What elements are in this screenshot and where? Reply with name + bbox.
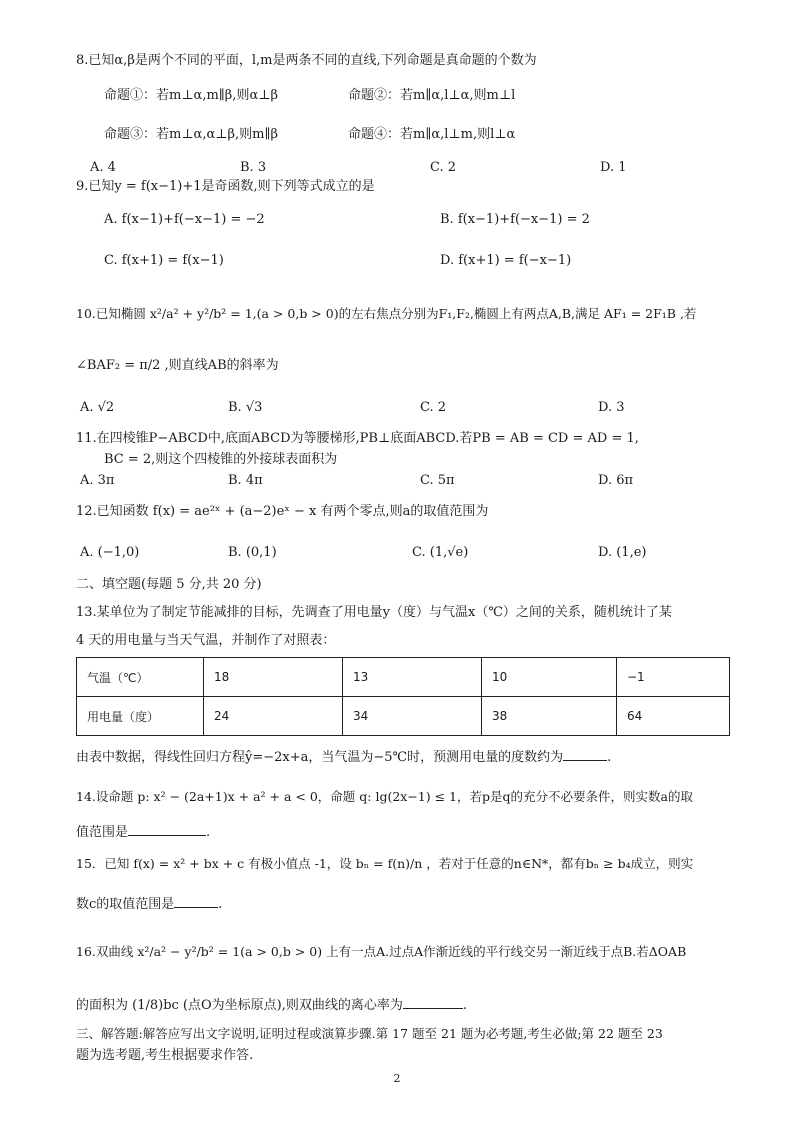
- q9-option-a: A. f(x−1)+f(−x−1) = −2: [104, 212, 265, 227]
- answer-blank: [128, 823, 206, 836]
- q8-proposition-3: 命题③：若m⊥α,α⊥β,则m∥β: [104, 127, 278, 142]
- q10-option-b: B. √3: [228, 400, 263, 415]
- q11-option-c: C. 5π: [420, 473, 455, 488]
- q12-stem: 12.已知函数 f(x) = ae²ˣ + (a−2)eˣ − x 有两个零点,则a的取值范围为: [76, 504, 489, 519]
- q16-stem-text: 的面积为 (1/8)bc (点O为坐标原点),则双曲线的离心率为: [76, 998, 403, 1013]
- q11-option-b: B. 4π: [228, 473, 263, 488]
- q16-stem-line1: 16.双曲线 x²/a² − y²/b² = 1(a > 0,b > 0) 上有一点A.过点A作渐近线的平行线交另一渐近线于点B.若ΔOAB: [76, 944, 687, 959]
- section-solutions-line1: 三、解答题:解答应写出文字说明,证明过程或演算步骤.第 17 题至 21 题为必考题,考生必做;第 22 题至 23: [76, 1026, 663, 1041]
- q9-stem: 9.已知y = f(x−1)+1是奇函数,则下列等式成立的是: [76, 179, 375, 194]
- q10-option-c: C. 2: [420, 400, 447, 415]
- q14-stem-line2: 值范围是 .: [76, 825, 211, 840]
- q13-stem-line1: 13.某单位为了制定节能减排的目标，先调查了用电量y（度）与气温x（℃）之间的关系，随机统计了某: [76, 605, 672, 620]
- table-row: [77, 658, 730, 697]
- q8-proposition-2: 命题②：若m∥α,l⊥α,则m⊥l: [348, 88, 516, 103]
- q8-option-c: C. 2: [430, 160, 457, 175]
- q9-option-b: B. f(x−1)+f(−x−1) = 2: [440, 212, 590, 227]
- q8-proposition-1: 命题①：若m⊥α,m∥β,则α⊥β: [104, 88, 278, 103]
- q14-stem-text: 值范围是: [76, 825, 129, 840]
- table-row: [77, 697, 730, 736]
- q11-stem-line2: BC = 2,则这个四棱锥的外接球表面积为: [104, 452, 338, 467]
- q13-question: 由表中数据，得线性回归方程ŷ=−2x+a，当气温为−5℃时，预测用电量的度数约为 .: [76, 750, 612, 765]
- q12-option-b: B. (0,1): [228, 545, 277, 560]
- table-cell: 64: [617, 697, 730, 736]
- q15-stem-text: 数c的取值范围是: [76, 897, 175, 912]
- q13-data-table: [76, 657, 730, 736]
- q12-option-a: A. (−1,0): [80, 545, 140, 560]
- table-cell: 用电量（度）: [77, 697, 204, 736]
- q15-stem-line2: 数c的取值范围是 .: [76, 897, 223, 912]
- q8-proposition-4: 命题④：若m∥α,l⊥m,则l⊥α: [348, 127, 516, 142]
- q9-option-d: D. f(x+1) = f(−x−1): [440, 253, 572, 268]
- table-cell: 18: [204, 658, 343, 697]
- q16-stem-line2: 的面积为 (1/8)bc (点O为坐标原点),则双曲线的离心率为 .: [76, 998, 468, 1013]
- table-cell: 34: [343, 697, 482, 736]
- table-cell: 38: [482, 697, 617, 736]
- q8-option-d: D. 1: [600, 160, 627, 175]
- answer-blank: [403, 996, 463, 1009]
- table-cell: 24: [204, 697, 343, 736]
- table-cell: 10: [482, 658, 617, 697]
- q10-option-d: D. 3: [598, 400, 625, 415]
- q8-option-a: A. 4: [90, 160, 116, 175]
- q10-option-a: A. √2: [80, 400, 115, 415]
- table-cell: −1: [617, 658, 730, 697]
- q10-stem-line1: 10.已知椭圆 x²/a² + y²/b² = 1,(a > 0,b > 0)的左右焦点分别为F₁,F₂,椭圆上有两点A,B,满足 AF₁ = 2F₁B ,若: [76, 306, 697, 321]
- q13-question-text: 由表中数据，得线性回归方程ŷ=−2x+a，当气温为−5℃时，预测用电量的度数约为: [76, 750, 564, 765]
- section-fill-in-heading: 二、填空题(每题 5 分,共 20 分): [76, 577, 262, 592]
- q11-option-d: D. 6π: [598, 473, 634, 488]
- q12-option-c: C. (1,√e): [412, 545, 469, 560]
- table-cell: 气温（℃）: [77, 658, 204, 697]
- q15-stem-line1: 15．已知 f(x) = x² + bx + c 有极小值点 -1，设 bₙ = f(n)/n ，若对于任意的n∈N*，都有bₙ ≥ b₄成立，则实: [76, 856, 694, 871]
- q10-stem-line2: ∠BAF₂ = π/2 ,则直线AB的斜率为: [76, 358, 279, 373]
- q8-option-b: B. 3: [240, 160, 267, 175]
- q14-stem-line1: 14.设命题 p: x² − (2a+1)x + a² + a < 0，命题 q: lg(2x−1) ≤ 1，若p是q的充分不必要条件，则实数a的取: [76, 789, 693, 804]
- q12-option-d: D. (1,e): [598, 545, 647, 560]
- q13-stem-line2: 4 天的用电量与当天气温，并制作了对照表：: [76, 633, 336, 648]
- page-number: 2: [393, 1072, 401, 1085]
- answer-blank: [174, 895, 218, 908]
- q11-stem-line1: 11.在四棱锥P−ABCD中,底面ABCD为等腰梯形,PB⊥底面ABCD.若PB = AB = CD = AD = 1,: [76, 431, 639, 446]
- section-solutions-line2: 题为选考题,考生根据要求作答.: [76, 1048, 254, 1063]
- q8-stem: 8.已知α,β是两个不同的平面，l,m是两条不同的直线,下列命题是真命题的个数为: [76, 53, 537, 68]
- answer-blank: [563, 748, 607, 761]
- table-cell: 13: [343, 658, 482, 697]
- q9-option-c: C. f(x+1) = f(x−1): [104, 253, 224, 268]
- q11-option-a: A. 3π: [80, 473, 115, 488]
